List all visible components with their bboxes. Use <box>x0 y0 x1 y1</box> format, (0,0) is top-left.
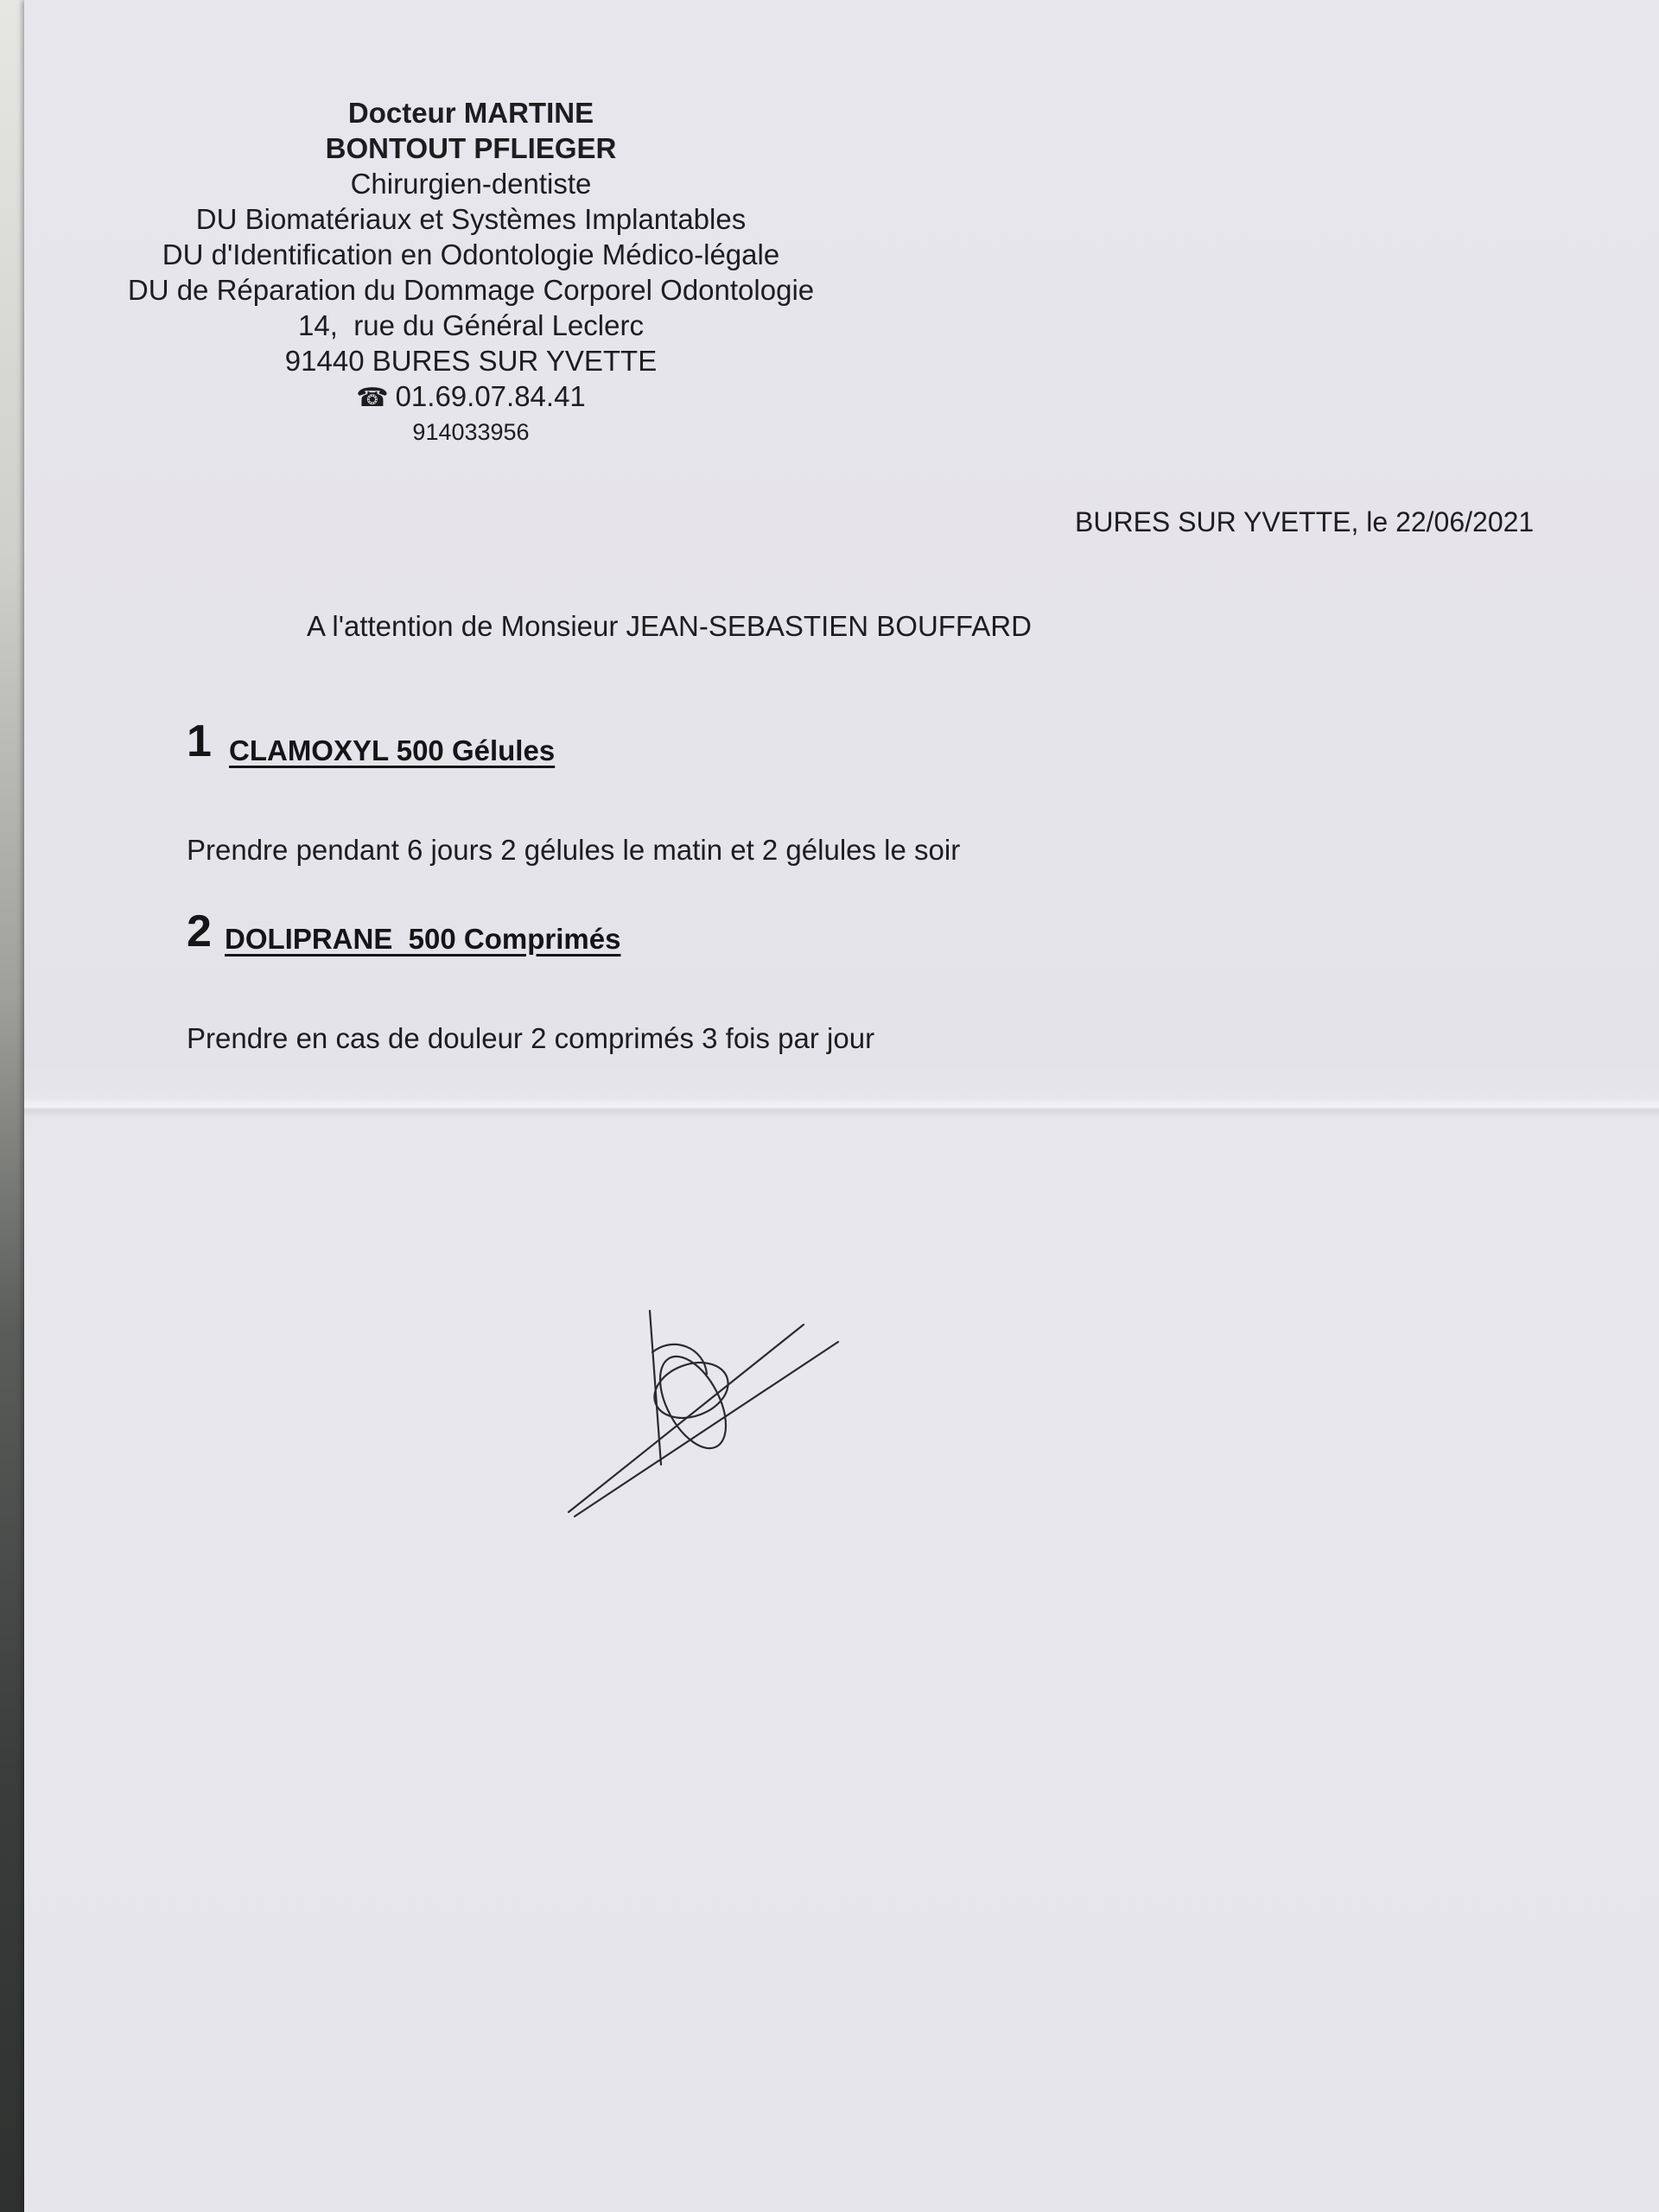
place-and-date: BURES SUR YVETTE, le 22/06/2021 <box>1075 506 1535 537</box>
prescription-instructions: Prendre en cas de douleur 2 comprimés 3 fois par jour <box>187 1022 875 1054</box>
doctor-name-line1: Docteur MARTINE <box>347 97 594 129</box>
prescription-drug-name: CLAMOXYL 500 Gélules <box>229 734 556 766</box>
degree-2: DU d'Identification en Odontologie Médico-légale <box>162 238 780 270</box>
letterhead <box>86 95 855 448</box>
signature-stroke <box>650 1311 661 1465</box>
degree-1: DU Biomatériaux et Systèmes Implantables <box>195 203 747 235</box>
registration-number: 914033956 <box>412 419 530 445</box>
profession: Chirurgien-dentiste <box>350 168 592 200</box>
address-city: 91440 BURES SUR YVETTE <box>284 345 658 377</box>
phone-icon: ☎ <box>356 384 389 412</box>
phone-number: 01.69.07.84.41 <box>395 380 586 412</box>
degree-3: DU de Réparation du Dommage Corporel Odontologie <box>127 274 815 306</box>
prescription-number: 1 <box>187 716 212 766</box>
signature <box>553 1300 847 1525</box>
address-street: 14, rue du Général Leclerc <box>298 309 644 341</box>
paper-fold-line <box>24 1097 1659 1118</box>
attention-line: A l'attention de Monsieur JEAN-SEBASTIEN BOUFFARD <box>307 610 1032 642</box>
phone-line <box>86 378 855 416</box>
prescription-number: 2 <box>187 906 212 957</box>
doctor-name-line2: BONTOUT PFLIEGER <box>325 132 617 164</box>
prescription-drug-name: DOLIPRANE 500 Comprimés <box>225 923 621 955</box>
prescription-instructions: Prendre pendant 6 jours 2 gélules le matin et 2 gélules le soir <box>187 834 961 866</box>
